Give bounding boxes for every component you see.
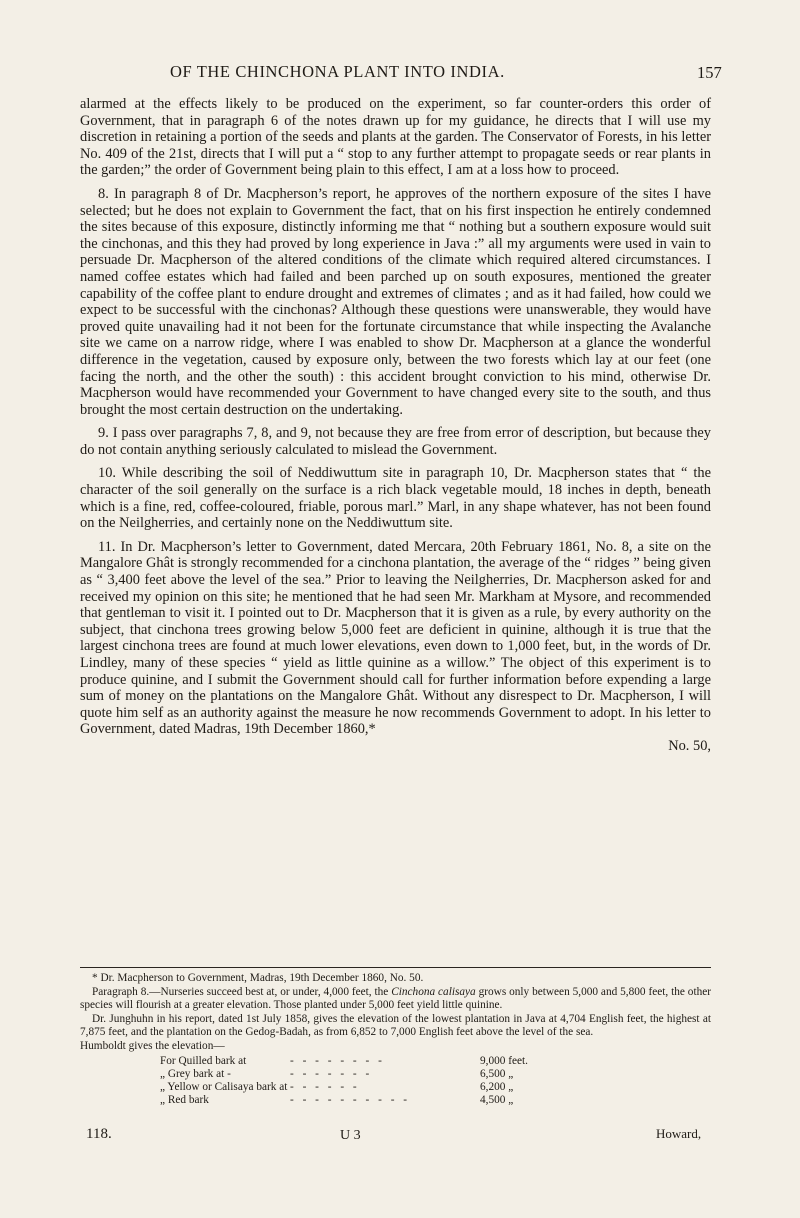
footnote-reference: * Dr. Macpherson to Government, Madras, 19th December 1860, No. 50.: [92, 972, 424, 984]
elevation-row: [160, 1094, 560, 1107]
footnote-junghuhn: Dr. Junghuhn in his report, dated 1st July 1858, gives the elevation of the lowest plantation in Java at 4,704 English feet, the highest at 7,875 feet, and the plantation on the Gedog-Badah, as from 6,852 to 7,000 English feet above the level of the sea.: [80, 1013, 711, 1039]
running-title: OF THE CHINCHONA PLANT INTO INDIA.: [170, 62, 505, 81]
elevation-table: [160, 1055, 560, 1108]
species-name: Cinchona calisaya: [391, 986, 476, 999]
footnote-rule: [80, 967, 711, 968]
elevation-row: [160, 1068, 560, 1081]
paragraph-11-closing: No. 50,: [668, 737, 711, 754]
elevation-value: 9,000 feet.: [480, 1054, 528, 1067]
paragraph-8: 8. In paragraph 8 of Dr. Macpherson’s report, he approves of the northern exposure of the sites I have selected; but he does not explain to Government the fact, that on his first inspection he entirely condemned the sites because of this exposure, distinctly informing me that “ nothing but a southern exposure would suit the cinchonas, and this they had proved by long experience in Java :” all my arguments were used in vain to persuade Dr. Macpherson of the altered conditions of the climate which required altered circumstances. I named coffee estates which had failed and been parched up on south exposures, mentioned the greater capability of the coffee plant to endure drought and extremes of climates ; and as it had failed, how could we expect to be successful with the cinchonas? Although these questions were unanswerable, they would have proved quite unavailing had it not been for the fortunate circumstance that while inspecting the Avalanche site we came on a narrow ridge, where I was enabled to show Dr. Macpherson at a glance the wonderful difference in the vegetation, caused by exposure only, between the two forests which lay at our feet (one facing the north, and the other the south) : this accident brought conviction to his mind, otherwise Dr. Macpherson would have recommended your Government to have changed every site to the south, and thus brought the most certain destruction on the undertaking.: [80, 185, 711, 418]
paragraph-11: [80, 539, 711, 738]
leader-dots: - - - - - - - -: [290, 1054, 385, 1067]
paragraph-9: 9. I pass over paragraphs 7, 8, and 9, not because they are free from error of description, but because they do not contain anything seriously calculated to mislead the Government.: [80, 425, 711, 458]
leader-dots: - - - - - - - - - -: [290, 1094, 411, 1107]
page-header: [0, 62, 800, 86]
footnote-paragraph-8-text-b: grows only between 5,000 and 5,800 feet, the other species will flourish at a greater elevation. Those planted under 5,000 feet yield little quinine.: [80, 986, 712, 1012]
signature-number: 118.: [86, 1126, 112, 1142]
paragraph-11-text: 11. In Dr. Macpherson’s letter to Government, dated Mercara, 20th February 1861, No. 8, a site on the Mangalore Ghât is strongly recommended for a cinchona plantation, the average of the “ ridges ” being given as “ 3,400 feet above the level of the sea.” Prior to leaving the Neilgherries, Dr. Macpherson asked for and received my opinion on this site; he mentioned that he had seen Mr. Markham at Mysore, and recommended that gentleman to visit it. I pointed out to Dr. Macpherson that it is given as a rule, by every authority on the subject, that cinchona trees growing below 5,000 feet are deficient in quinine, although it is true that the largest cinchona trees are found at much lower elevations, even down to 1,000 feet, but, in the words of Dr. Lindley, many of these species “ yield as little quinine as a willow.” The object of this experiment is to produce quinine, and I submit the Government should call for further information before expending a large sum of money on the plantations on the Mangalore Ghât. Without any disrespect to Dr. Macpherson, I will quote him self as an authority against the measure he now recommends Government to adopt. In his letter to Government, dated Madras, 19th December 1860,*: [80, 538, 711, 738]
elevation-value: 4,500 „: [480, 1094, 514, 1107]
leader-dots: - - - - - -: [290, 1080, 360, 1093]
elevation-label: For Quilled bark at: [160, 1054, 247, 1067]
elevation-value: 6,500 „: [480, 1067, 514, 1080]
footnote-humboldt: Humboldt gives the elevation—: [80, 1040, 225, 1053]
paragraph-10: 10. While describing the soil of Neddiwuttum site in paragraph 10, Dr. Macpherson states that “ the character of the soil generally on the surface is a rich black vegetable mould, 18 inches in depth, beneath which is a fine, red, coffee-coloured, friable, porous marl.” Marl, in any shape whatever, has not been found on the Neilgherries, and certainly none on the Neddiwuttum site.: [80, 465, 711, 532]
footnotes: [80, 972, 711, 1107]
paragraph-intro: alarmed at the effects likely to be produced on the experiment, so far counter-orders this order of Government, that in paragraph 6 of the notes drawn up for my guidance, he directs that I will use my discretion in retaining a portion of the seeds and plants at the garden. The Conservator of Forests, in his letter No. 409 of the 21st, directs that I will put a “ stop to any further attempt to propagate seeds or rear plants in the garden;” the order of Government being plain to this effect, I am at a loss how to proceed.: [80, 96, 711, 179]
elevation-label: „ Yellow or Calisaya bark at: [160, 1080, 288, 1093]
catchword: Howard,: [656, 1126, 702, 1141]
footnote-paragraph-8: [80, 986, 711, 1012]
elevation-row: [160, 1081, 560, 1094]
leader-dots: - - - - - - -: [290, 1067, 373, 1080]
elevation-row: [160, 1055, 560, 1068]
main-text: [80, 96, 711, 755]
footnote-paragraph-8-text-a: Paragraph 8.—Nurseries succeed best at, or under, 4,000 feet, the: [92, 986, 392, 999]
page-number: 157: [697, 63, 722, 82]
elevation-label: „ Red bark: [160, 1094, 209, 1107]
page-footer: [0, 1126, 800, 1148]
elevation-value: 6,200 „: [480, 1080, 514, 1093]
elevation-label: „ Grey bark at -: [160, 1067, 231, 1080]
signature-mark: U 3: [340, 1128, 361, 1143]
